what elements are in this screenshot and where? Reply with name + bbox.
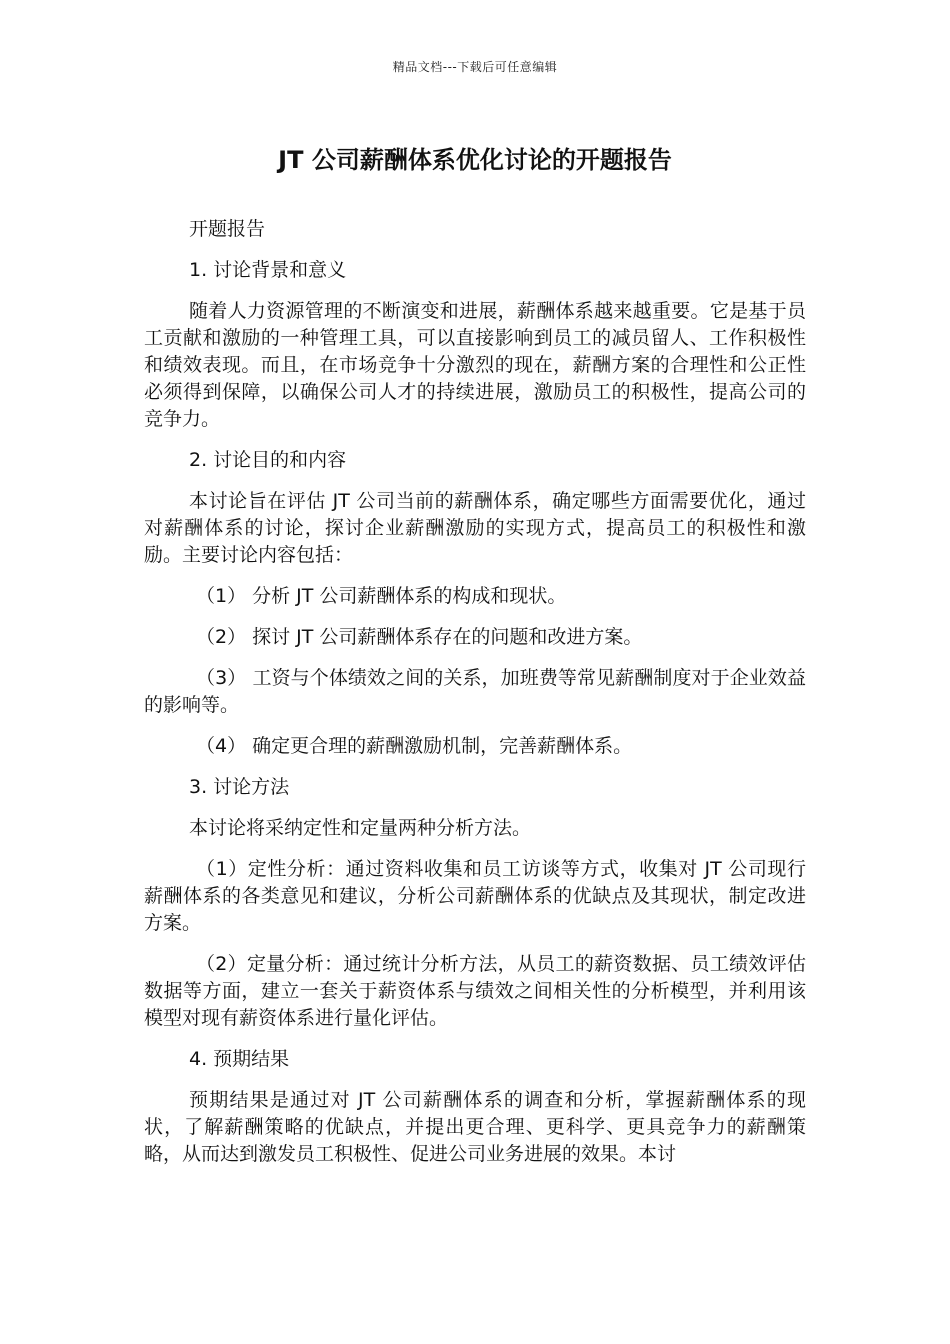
- list-item-2: （2） 探讨 JT 公司薪酬体系存在的问题和改进方案。: [196, 626, 643, 648]
- section-heading-3: 3. 讨论方法: [189, 776, 290, 798]
- document-title: JT 公司薪酬体系优化讨论的开题报告: [278, 146, 672, 174]
- paragraph-background: 随着人力资源管理的不断演变和进展，薪酬体系越来越重要。它是基于员工贡献和激励的一种管理工具，可以直接影响到员工的减员留人、工作积极性和绩效表现。而且，在市场竞争十分激烈的现在，薪酬方案的合理性和公正性必须得到保障，以确保公司人才的持续进展，激励员工的积极性，提高公司的竞争力。: [144, 300, 806, 430]
- section-heading-4: 4. 预期结果: [189, 1048, 290, 1070]
- paragraph-quantitative: （2）定量分析：通过统计分析方法，从员工的薪资数据、员工绩效评估数据等方面，建立一套关于薪资体系与绩效之间相关性的分析模型，并利用该模型对现有薪资体系进行量化评估。: [144, 953, 806, 1029]
- list-item-3: （3） 工资与个体绩效之间的关系，加班费等常见薪酬制度对于企业效益的影响等。: [144, 667, 806, 716]
- header-note: 精品文档---下载后可任意编辑: [392, 60, 558, 74]
- section-heading-1: 1. 讨论背景和意义: [189, 259, 347, 281]
- document-body: [144, 216, 806, 1182]
- paragraph-qualitative: （1）定性分析：通过资料收集和员工访谈等方式，收集对 JT 公司现行薪酬体系的各类意见和建议，分析公司薪酬体系的优缺点及其现状，制定改进方案。: [144, 858, 806, 934]
- list-item-1: （1） 分析 JT 公司薪酬体系的构成和现状。: [196, 585, 567, 607]
- list-item-4: （4） 确定更合理的薪酬激励机制，完善薪酬体系。: [196, 735, 633, 757]
- paragraph-objectives: 本讨论旨在评估 JT 公司当前的薪酬体系，确定哪些方面需要优化，通过对薪酬体系的讨论，探讨企业薪酬激励的实现方式，提高员工的积极性和激励。主要讨论内容包括：: [144, 490, 806, 566]
- paragraph-methods: 本讨论将采纳定性和定量两种分析方法。: [189, 817, 532, 839]
- section-label: 开题报告: [189, 218, 266, 240]
- section-heading-2: 2. 讨论目的和内容: [189, 449, 347, 471]
- paragraph-expected-results: 预期结果是通过对 JT 公司薪酬体系的调查和分析，掌握薪酬体系的现状，了解薪酬策略的优缺点，并提出更合理、更科学、更具竞争力的薪酬策略，从而达到激发员工积极性、促进公司业务进展的效果。本讨: [144, 1089, 806, 1165]
